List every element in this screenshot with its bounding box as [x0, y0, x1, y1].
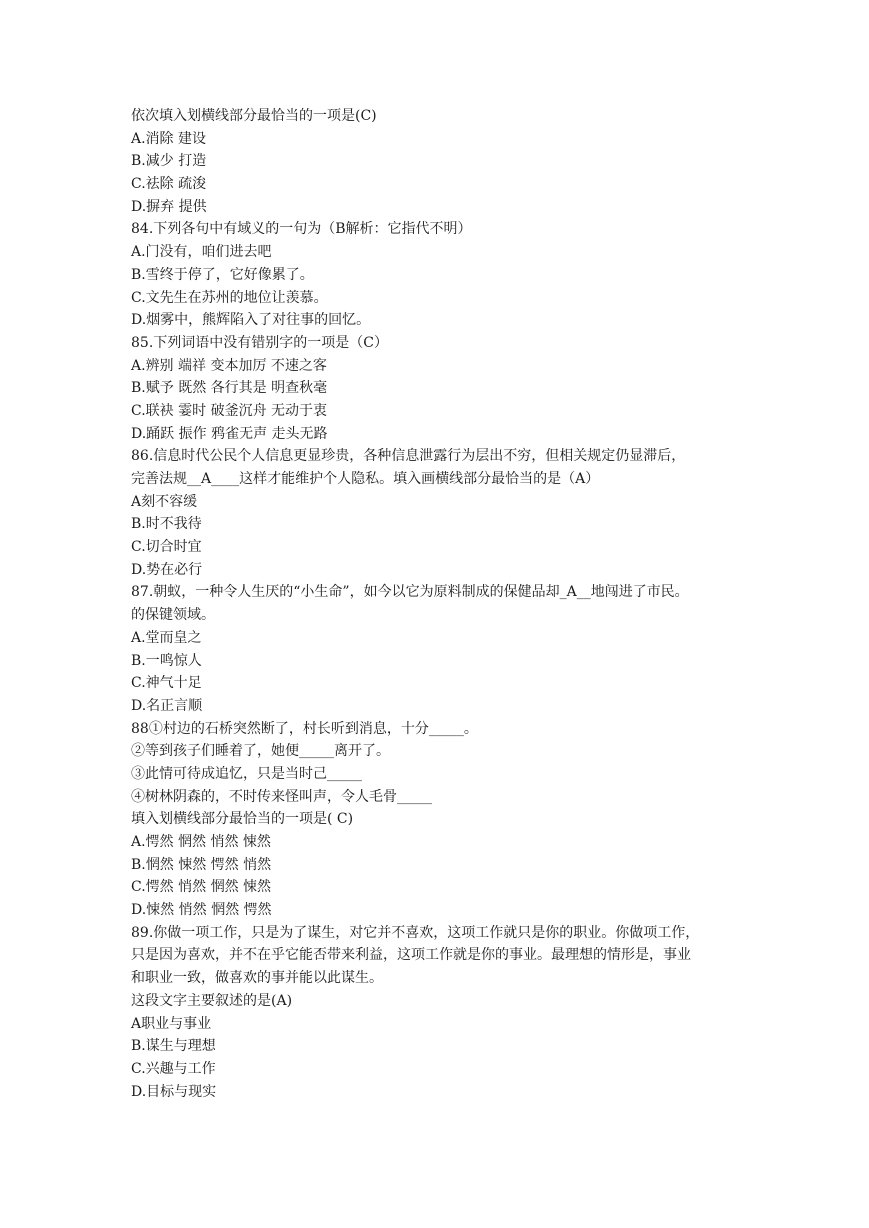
q85-option-a: A.辨别 端祥 变本加厉 不速之客: [131, 357, 327, 374]
q83-option-b: B.减少 打造: [131, 153, 207, 170]
question-88-sentence-4: ④树林阴森的，不时传来怪叫声，令人毛骨_____: [131, 788, 432, 805]
q86-option-b: B.时不我待: [131, 516, 202, 533]
q88-option-b: B.惘然 悚然 愕然 悄然: [131, 856, 272, 873]
q84-option-a: A.门没有，咱们进去吧: [131, 244, 272, 261]
q86-option-c: C.切合时宜: [131, 539, 202, 556]
question-87-stem-line-2: 的保键领域。: [131, 607, 215, 624]
q83-option-c: C.祛除 疏浚: [131, 176, 207, 193]
q85-option-b: B.赋予 既然 各行其是 明查秋毫: [131, 380, 328, 397]
q87-option-b: B.一鸣惊人: [131, 652, 202, 669]
question-89-passage-line-2: 只是因为喜欢，并不在乎它能否带来利益，这项工作就是你的事业。最理想的情形是，事业: [131, 947, 691, 964]
q85-option-c: C.联袂 霎时 破釜沉舟 无动于衷: [131, 402, 328, 419]
question-89-passage-line-1: 89.你做一项工作，只是为了谋生，对它并不喜欢，这项工作就只是你的职业。你做项工作，: [131, 924, 700, 941]
q85-option-d: D.踊跃 振作 鸦雀无声 走头无路: [131, 425, 328, 442]
question-86-stem-line-1: 86.信息时代公民个人信息更显珍贵，各种信息泄露行为层出不穷，但相关规定仍显滞后，: [131, 448, 686, 465]
q89-option-b: B.谋生与理想: [131, 1038, 216, 1055]
question-88-prompt: 填入划横线部分最恰当的一项是( C): [131, 811, 354, 828]
question-88-sentence-1: 88①村边的石桥突然断了，村长听到消息，十分_____。: [131, 720, 478, 737]
q87-option-c: C.神气十足: [131, 675, 202, 692]
question-85-stem: 85.下列词语中没有错别字的一项是（C）: [131, 334, 388, 351]
q84-option-b: B.雪终于停了，它好像累了。: [131, 266, 314, 283]
q88-option-a: A.愕然 惘然 悄然 悚然: [131, 834, 271, 850]
q84-option-c: C.文先生在苏州的地位让羡慕。: [131, 289, 328, 306]
question-84-stem: 84.下列各句中有域义的一句为（B解析：它指代不明）: [131, 221, 472, 238]
question-88-sentence-3: ③此情可待成追忆，只是当时己_____: [131, 765, 362, 782]
q87-option-a: A.堂而皇之: [131, 629, 202, 646]
q86-option-d: D.势在必行: [131, 561, 203, 578]
q88-option-c: C.愕然 悄然 惘然 悚然: [131, 879, 272, 896]
q87-option-d: D.名正言顺: [131, 697, 203, 714]
question-87-stem-line-1: 87.朝蚁，一种令人生厌的“小生命”，如今以它为原料制成的保健品却_A__地闯进了市民。: [131, 584, 689, 601]
q89-option-c: C.兴趣与工作: [131, 1060, 216, 1077]
question-88-sentence-2: ②等到孩子们睡着了，她便_____离开了。: [131, 743, 390, 760]
question-89-passage-line-3: 和职业一致，做喜欢的事并能以此谋生。: [131, 970, 383, 987]
q83-option-a: A.消除 建设: [131, 130, 207, 147]
q84-option-d: D.烟雾中，熊辉陷入了对往事的回忆。: [131, 312, 371, 329]
q86-option-a: A刻不容缓: [131, 493, 198, 510]
document-page: [131, 105, 741, 1103]
question-83-stem: 依次填入划横线部分最恰当的一项是(C): [131, 108, 377, 124]
q89-option-d: D.目标与现实: [131, 1083, 217, 1100]
q89-option-a: A职业与事业: [131, 1015, 212, 1032]
q83-option-d: D.摒弃 提供: [131, 198, 207, 215]
question-89-prompt: 这段文字主要叙述的是(A): [131, 992, 293, 1009]
q88-option-d: D.悚然 悄然 惘然 愕然: [131, 902, 272, 919]
question-86-stem-line-2: 完善法规__A____这样才能维护个人隐私。填入画横线部分最恰当的是（A）: [131, 471, 600, 487]
